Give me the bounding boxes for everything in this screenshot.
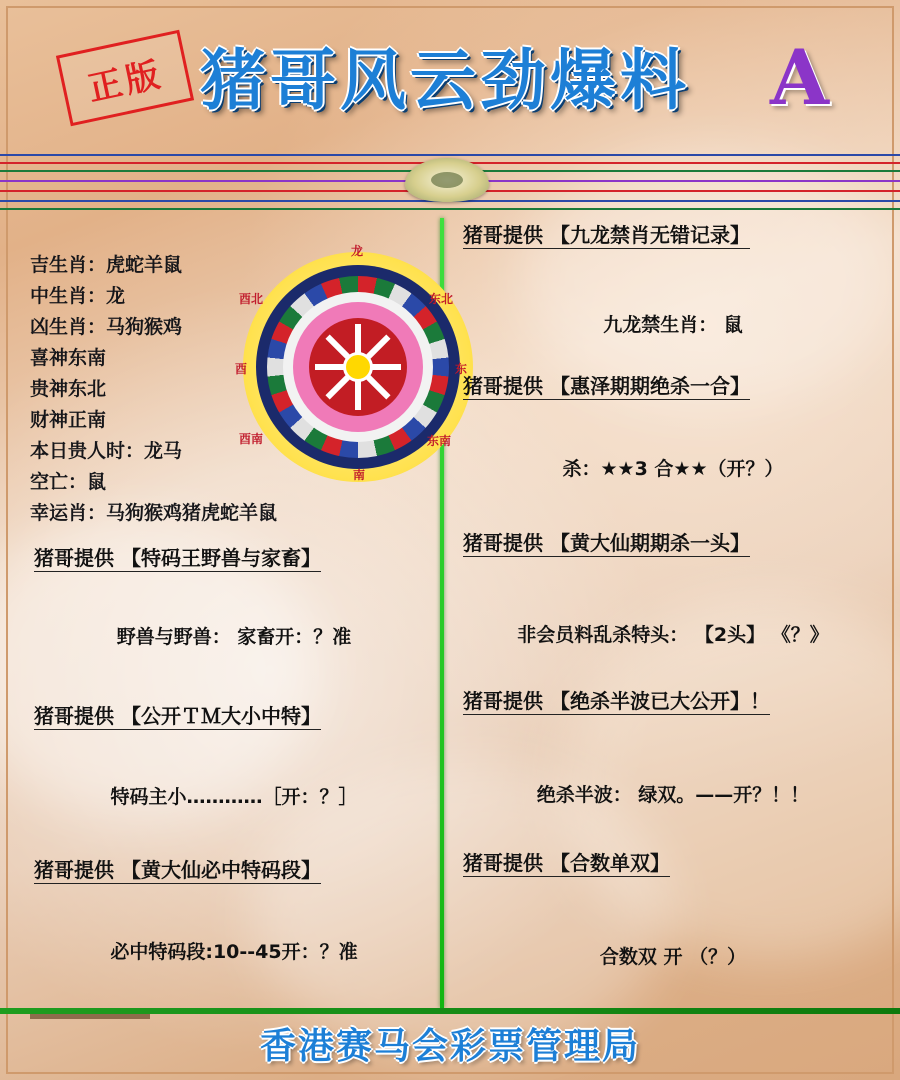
authentic-seal-stamp: 正版 [56, 30, 194, 127]
wheel-label-e: 东 [455, 362, 468, 376]
section-answer: 杀：★★3 合★★（开？） [562, 458, 784, 480]
zodiac-info-item: 凶生肖：马狗猴鸡 [30, 316, 183, 338]
section-answer: 绝杀半波： 绿双。——开？！！ [536, 784, 810, 806]
section-heading: 猪哥提供 【黄大仙必中特码段】 [34, 858, 321, 882]
medal-ornament-icon [405, 158, 489, 202]
wheel-label-sw: 酉南 [239, 432, 264, 446]
section-answer: 合数双 开 （？） [599, 946, 747, 968]
wheel-label-nw: 酉北 [239, 292, 264, 306]
decorative-staff-lines [0, 150, 900, 218]
wheel-label-se: 东南 [427, 434, 452, 448]
section-answer: 野兽与野兽： 家畜开：？准 [116, 626, 352, 648]
header [0, 0, 900, 150]
wheel-label-s: 南 [353, 468, 366, 482]
zodiac-info-item: 空亡：鼠 [30, 471, 107, 493]
zodiac-info-item: 本日贵人时：龙马 [30, 440, 183, 462]
zodiac-info-item: 中生肖：龙 [30, 285, 126, 307]
page-title: 猪哥风云劲爆料 [200, 42, 690, 119]
footer-rule-accent [30, 1014, 150, 1019]
wheel-label-w: 酉 [235, 362, 248, 376]
zodiac-info-item: 吉生肖：虎蛇羊鼠 [30, 254, 183, 276]
section-heading: 猪哥提供 【特码王野兽与家畜】 [34, 546, 321, 570]
luopan-compass-graphic [235, 244, 473, 482]
section-heading: 猪哥提供 【公开ＴＭ大小中特】 [34, 704, 321, 728]
zodiac-info-item: 财神正南 [30, 409, 107, 431]
wheel-label-ne: 东北 [429, 292, 454, 306]
section-heading: 猪哥提供 【合数单双】 [463, 851, 670, 875]
section-answer: 特码主小…………［开：？］ [110, 786, 358, 808]
section-heading: 猪哥提供 【惠泽期期绝杀一合】 [463, 374, 750, 398]
section-heading: 猪哥提供 【黄大仙期期杀一头】 [463, 531, 750, 555]
edition-letter: A [770, 33, 829, 122]
section-heading: 猪哥提供 【九龙禁肖无错记录】 [463, 223, 750, 247]
footer-text: 香港赛马会彩票管理局 [259, 1026, 640, 1067]
zodiac-info-item: 喜神东南 [30, 347, 107, 369]
zodiac-info-item: 幸运肖：马狗猴鸡猪虎蛇羊鼠 [30, 502, 278, 524]
section-heading: 猪哥提供 【绝杀半波已大公开】！ [463, 689, 770, 713]
section-answer: 九龙禁生肖： 鼠 [603, 314, 743, 336]
section-answer: 必中特码段:10--45开：？准 [110, 941, 358, 963]
section-answer: 非会员料乱杀特头： 【2头】 《？》 [517, 624, 829, 646]
wheel-label-n: 龙 [351, 244, 364, 258]
zodiac-info-item: 贵神东北 [30, 378, 107, 400]
